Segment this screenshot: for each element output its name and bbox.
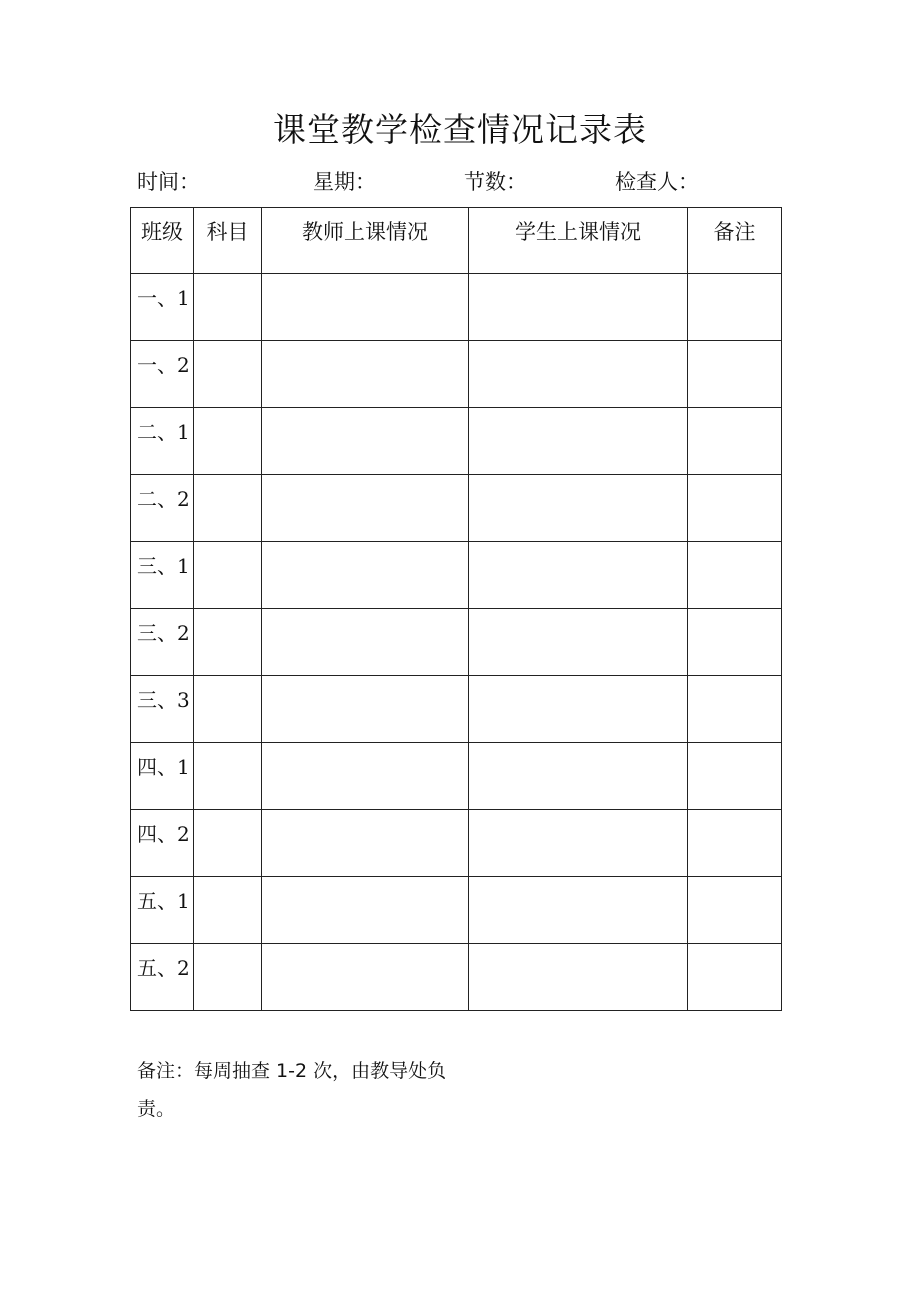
subject-cell[interactable] (194, 475, 262, 542)
teacher-cell[interactable] (262, 609, 469, 676)
remark-cell[interactable] (688, 944, 782, 1011)
class-cell: 三、3 (131, 676, 194, 743)
weekday-label: 星期： (313, 170, 376, 194)
class-cell: 二、2 (131, 475, 194, 542)
subject-cell[interactable] (194, 542, 262, 609)
student-cell[interactable] (469, 944, 688, 1011)
footnote-line-1: 备注：每周抽查 1-2 次，由教导处负 (137, 1060, 447, 1082)
inspection-record-table (130, 207, 782, 1011)
teacher-cell[interactable] (262, 877, 469, 944)
student-cell[interactable] (469, 274, 688, 341)
table-row (131, 810, 782, 877)
remark-cell[interactable] (688, 542, 782, 609)
remark-cell[interactable] (688, 274, 782, 341)
remark-cell[interactable] (688, 810, 782, 877)
header-student-performance: 学生上课情况 (469, 208, 688, 274)
class-cell: 一、1 (131, 274, 194, 341)
class-cell: 一、2 (131, 341, 194, 408)
class-cell: 四、1 (131, 743, 194, 810)
subject-cell[interactable] (194, 944, 262, 1011)
student-cell[interactable] (469, 676, 688, 743)
class-cell: 二、1 (131, 408, 194, 475)
table-header-row (131, 208, 782, 274)
table-row (131, 408, 782, 475)
remark-cell[interactable] (688, 408, 782, 475)
remark-cell[interactable] (688, 609, 782, 676)
footnote-line-2: 责。 (137, 1098, 176, 1120)
student-cell[interactable] (469, 408, 688, 475)
table-row (131, 743, 782, 810)
header-subject: 科目 (194, 208, 262, 274)
student-cell[interactable] (469, 877, 688, 944)
page-title: 课堂教学检查情况记录表 (273, 110, 647, 149)
teacher-cell[interactable] (262, 743, 469, 810)
teacher-cell[interactable] (262, 810, 469, 877)
student-cell[interactable] (469, 743, 688, 810)
subject-cell[interactable] (194, 743, 262, 810)
inspector-label: 检查人： (615, 170, 699, 194)
teacher-cell[interactable] (262, 542, 469, 609)
header-remark: 备注 (688, 208, 782, 274)
class-cell: 四、2 (131, 810, 194, 877)
table-row (131, 877, 782, 944)
table-row (131, 609, 782, 676)
period-label: 节数： (464, 170, 527, 194)
student-cell[interactable] (469, 542, 688, 609)
table-row (131, 475, 782, 542)
teacher-cell[interactable] (262, 408, 469, 475)
teacher-cell[interactable] (262, 676, 469, 743)
subject-cell[interactable] (194, 274, 262, 341)
table-row (131, 274, 782, 341)
subject-cell[interactable] (194, 810, 262, 877)
subject-cell[interactable] (194, 408, 262, 475)
class-cell: 三、2 (131, 609, 194, 676)
footnote (137, 1052, 497, 1128)
subject-cell[interactable] (194, 341, 262, 408)
teacher-cell[interactable] (262, 274, 469, 341)
teacher-cell[interactable] (262, 944, 469, 1011)
student-cell[interactable] (469, 475, 688, 542)
teacher-cell[interactable] (262, 341, 469, 408)
header-teacher-performance: 教师上课情况 (262, 208, 469, 274)
class-cell: 三、1 (131, 542, 194, 609)
remark-cell[interactable] (688, 877, 782, 944)
teacher-cell[interactable] (262, 475, 469, 542)
remark-cell[interactable] (688, 341, 782, 408)
class-cell: 五、2 (131, 944, 194, 1011)
remark-cell[interactable] (688, 475, 782, 542)
time-label: 时间： (137, 170, 200, 194)
student-cell[interactable] (469, 609, 688, 676)
subject-cell[interactable] (194, 609, 262, 676)
class-cell: 五、1 (131, 877, 194, 944)
header-class: 班级 (131, 208, 194, 274)
table-row (131, 542, 782, 609)
subject-cell[interactable] (194, 676, 262, 743)
student-cell[interactable] (469, 810, 688, 877)
student-cell[interactable] (469, 341, 688, 408)
subject-cell[interactable] (194, 877, 262, 944)
table-row (131, 341, 782, 408)
remark-cell[interactable] (688, 676, 782, 743)
table-row (131, 944, 782, 1011)
table-row (131, 676, 782, 743)
remark-cell[interactable] (688, 743, 782, 810)
